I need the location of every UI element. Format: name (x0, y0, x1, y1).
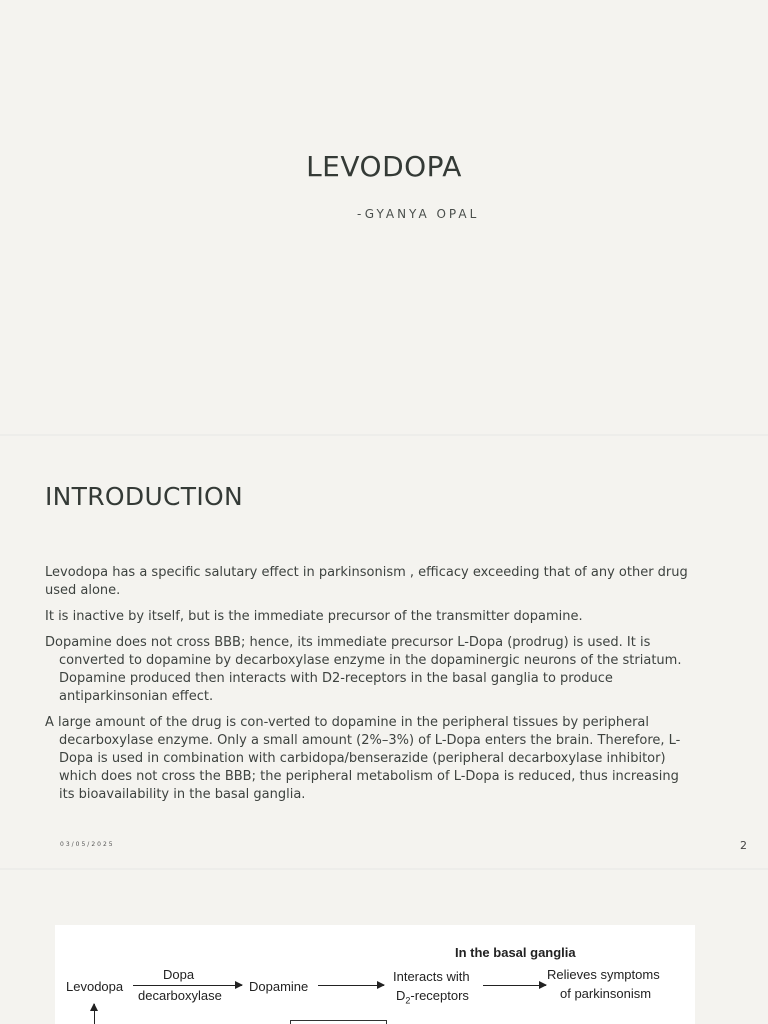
dopamine-label: Dopamine (249, 979, 309, 994)
levodopa-label: Levodopa (66, 979, 124, 994)
arrow-receptor-to-relief (483, 985, 546, 986)
mechanism-diagram (55, 925, 695, 1024)
footer-date: 03/05/2025 (60, 841, 115, 848)
relieves-line-2: of parkinsonism (560, 986, 652, 1001)
title-slide (0, 0, 768, 434)
page-number: 2 (740, 839, 747, 852)
interacts-line-2: $D_2$-receptors (396, 988, 469, 1006)
introduction-heading: INTRODUCTION (45, 482, 244, 511)
introduction-slide (0, 436, 768, 868)
arrow-levodopa-to-dopamine (133, 985, 242, 986)
arrow-dopamine-to-receptor (318, 985, 384, 986)
interacts-line-1: Interacts with (393, 969, 470, 984)
intro-paragraph: A large amount of the drug is con-verted to dopamine in the peripheral tissues by peripheral decarboxylase enzyme. Only a small amount (2%–3%) of L-Dopa enters the brain. Therefore, L-Dopa is used in combination with carbidopa/benserazide (peripheral decarboxylase inhibitor) which does not cross the BBB; the peripheral metabolism of L-Dopa is reduced, thus increasing its bioavailability in the basal ganglia. (45, 715, 681, 802)
slide-title: LEVODOPA (306, 150, 462, 183)
intro-paragraph: Dopamine does not cross BBB; hence, its immediate precursor L-Dopa (prodrug) is used. It is converted to dopamine by decarboxylase enzyme in the dopaminergic neurons of the striatum. Dopamine produced then interacts with D2-receptors in the basal ganglia to produce antiparkinsonian effect. (45, 635, 682, 704)
diagram-header: In the basal ganglia (455, 945, 576, 960)
mechanism-slide (0, 870, 768, 1024)
intro-paragraph: Levodopa has a specific salutary effect in parkinsonism , efficacy exceeding that of any other drug used alone. (45, 565, 688, 598)
intro-paragraph: It is inactive by itself, but is the immediate precursor of the transmitter dopamine. (45, 609, 583, 624)
diagram-box-partial (290, 1020, 387, 1024)
enzyme-label-bottom: decarboxylase (138, 988, 222, 1003)
slide-subtitle-author: -GYANYA OPAL (357, 207, 480, 221)
relieves-line-1: Relieves symptoms (547, 967, 660, 982)
enzyme-label-top: Dopa (163, 967, 195, 982)
introduction-body (45, 564, 695, 812)
arrow-up-to-levodopa (94, 1004, 95, 1024)
